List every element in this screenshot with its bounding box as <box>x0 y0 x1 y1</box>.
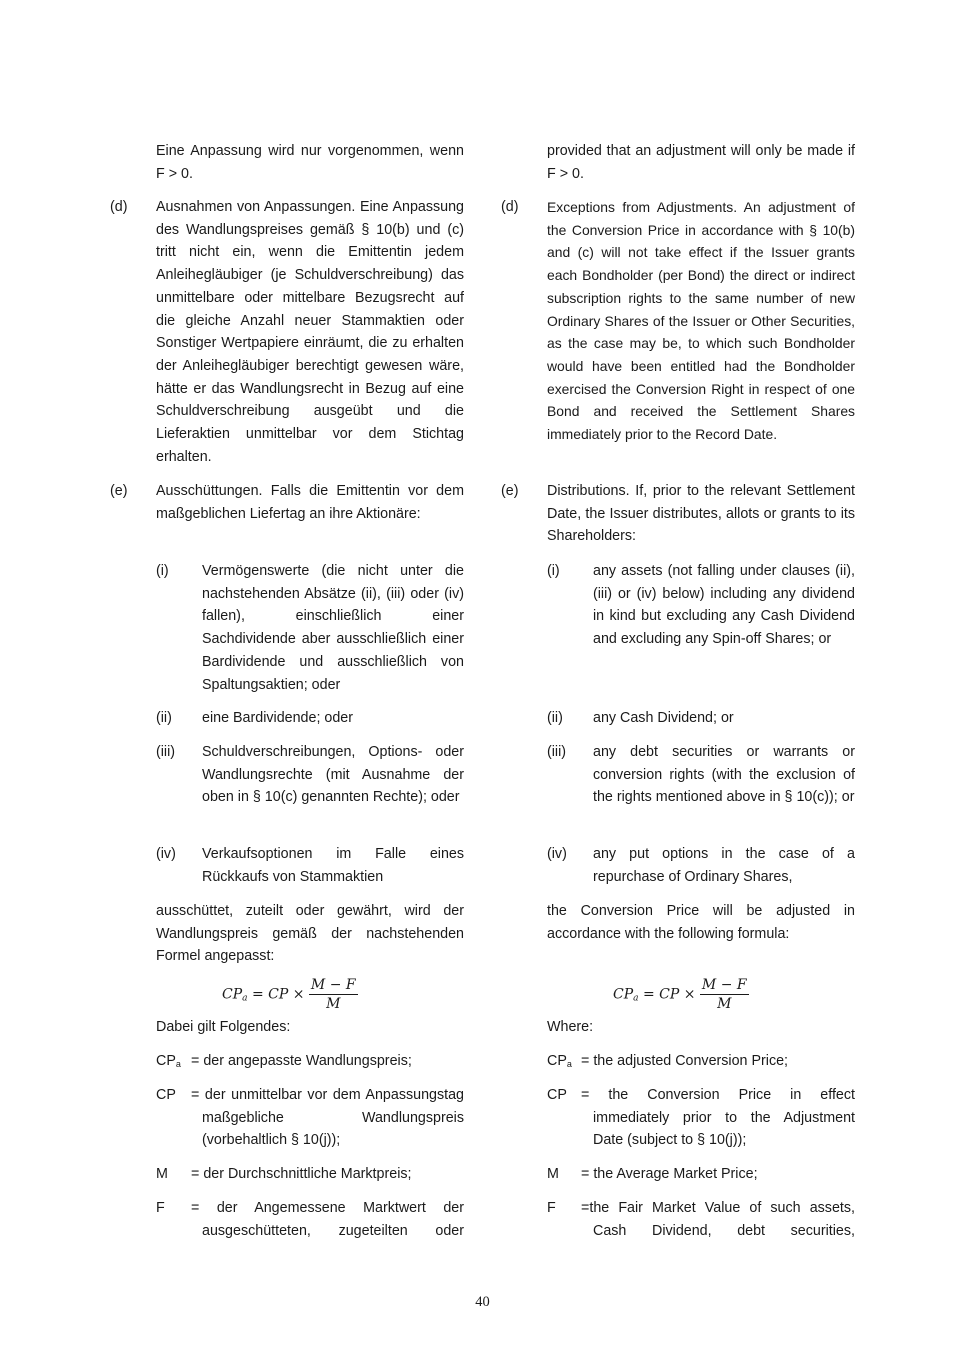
de-item-iii-label: (iii) <box>156 744 176 760</box>
de-after-text: ausschüttet, zuteilt oder gewährt, wird der Wandlungspreis gemäß der nachstehenden Formel angepasst: <box>156 903 464 965</box>
formula-lhs-sub: a <box>242 993 248 1004</box>
formula-numerator: M − F <box>310 977 356 993</box>
de-where: Dabei gilt Folgendes: <box>156 1019 291 1035</box>
en-intro: provided that an adjustment will only be made if F > 0. <box>547 143 855 182</box>
formula-lhs: CP <box>613 986 634 1003</box>
formula-rhs: = CP × <box>642 986 696 1003</box>
formula-fraction <box>309 976 358 1013</box>
en-item-ii-label: (ii) <box>547 710 563 726</box>
formula-denominator: M <box>326 996 341 1012</box>
de-item-ii-label: (ii) <box>156 710 172 726</box>
en-def-f-text: =the Fair Market Value of such assets, Cash Dividend, debt securities, <box>581 1200 855 1239</box>
de-def-cp-symbol: CP <box>156 1087 176 1103</box>
formula-numerator: M − F <box>701 977 747 993</box>
de-intro: Eine Anpassung wird nur vorgenommen, wenn F > 0. <box>156 143 464 182</box>
de-d-label: (d) <box>110 199 128 215</box>
en-item-iii-label: (iii) <box>547 744 567 760</box>
de-def-f-symbol: F <box>156 1200 165 1216</box>
en-after-text: the Conversion Price will be adjusted in accordance with the following formula: <box>547 903 855 942</box>
de-item-iv-text: Verkaufsoptionen im Falle eines Rückkaufs von Stammaktien <box>202 846 464 885</box>
en-item-ii-text: any Cash Dividend; or <box>593 710 734 726</box>
de-def-f-text: = der Angemessene Marktwert der ausgeschütteten, zugeteilten oder <box>191 1200 464 1239</box>
page-number: 40 <box>475 1294 490 1310</box>
de-formula <box>222 976 358 1013</box>
en-def-cpa-text: = the adjusted Conversion Price; <box>581 1053 789 1069</box>
en-item-iii-text: any debt securities or warrants or conversion rights (with the exclusion of the rights mentioned above in § 10(c)); or <box>593 744 855 806</box>
en-item-i-text: any assets (not falling under clauses (ii), (iii) or (iv) below) including any dividend in kind but excluding any Cash Dividend and excluding any Spin-off Shares; or <box>593 563 855 648</box>
de-e-text: Ausschüttungen. Falls die Emittentin vor dem maßgeblichen Liefertag an ihre Aktionäre: <box>156 483 464 522</box>
en-item-iv-text: any put options in the case of a repurchase of Ordinary Shares, <box>593 846 855 885</box>
de-item-iv-label: (iv) <box>156 846 176 862</box>
en-item-iv-label: (iv) <box>547 846 567 862</box>
de-def-cpa-text: = der angepasste Wandlungspreis; <box>191 1053 412 1069</box>
de-def-cp-text: = der unmittelbar vor dem Anpassungstag maßgebliche Wandlungspreis (vorbehaltlich § 10(j)); <box>191 1087 464 1149</box>
formula-rhs: = CP × <box>251 986 305 1003</box>
formula-fraction <box>700 976 749 1013</box>
de-item-i-text: Vermögenswerte (die nicht unter die nachstehenden Absätze (ii), (iii) oder (iv) fallen), einschließlich einer Sachdividende aber ausschließlich einer Bardividende und ausschließlich von Spaltungsaktien; oder <box>202 563 464 693</box>
en-def-m-text: = the Average Market Price; <box>581 1166 758 1182</box>
en-e-label: (e) <box>501 483 519 499</box>
de-d-text: Ausnahmen von Anpassungen. Eine Anpassung des Wandlungspreises gemäß § 10(b) und (c) tritt nicht ein, wenn die Emittentin jedem Anleihegläubiger (je Schuldverschreibung) das unmittelbare oder mittelbare Bezugsrecht auf die gleiche Anzahl neuer Stammaktien oder Sonstiger Wertpapiere einräumt, die zu erhalten der Anleihegläubiger berechtigt gewesen wäre, hätte er das Wandlungsrecht in Bezug auf eine Schuldverschreibung ausgeübt und die Lieferaktien unmittelbar vor dem Stichtag erhalten. <box>156 199 464 465</box>
formula-lhs: CP <box>222 986 243 1003</box>
en-e-text: Distributions. If, prior to the relevant Settlement Date, the Issuer distributes, allots or grants to its Shareholders: <box>547 483 855 545</box>
de-def-m-text: = der Durchschnittliche Marktpreis; <box>191 1166 412 1182</box>
de-item-iii-text: Schuldverschreibungen, Options- oder Wandlungsrechte (mit Ausnahme der oben in § 10(c) genannten Rechte); oder <box>202 744 464 806</box>
formula-lhs-sub: a <box>633 993 639 1004</box>
en-def-f-symbol: F <box>547 1200 556 1216</box>
en-d-label: (d) <box>501 199 519 215</box>
en-formula <box>613 976 749 1013</box>
de-e-label: (e) <box>110 483 128 499</box>
de-item-i-label: (i) <box>156 563 169 579</box>
en-d-text: Exceptions from Adjustments. An adjustment of the Conversion Price in accordance with § 10(b) and (c) will not take effect if the Issuer grants each Bondholder (per Bond) the direct or indirect subscription rights to the same number of new Ordinary Shares of the Issuer or Other Securities, as the case may be, to which such Bondholder would have been entitled had the Bondholder exercised the Conversion Right in respect of one Bond and received the Settlement Shares immediately prior to the Record Date. <box>547 199 855 443</box>
en-def-cp-text: = the Conversion Price in effect immediately prior to the Adjustment Date (subject to § 10(j)); <box>581 1087 855 1149</box>
en-where: Where: <box>547 1019 594 1035</box>
en-def-m-symbol: M <box>547 1166 559 1182</box>
en-item-i-label: (i) <box>547 563 560 579</box>
de-def-cpa-symbol: $CP_a$ <box>156 1053 181 1069</box>
en-def-cpa-symbol: $CP_a$ <box>547 1053 572 1069</box>
formula-denominator: M <box>717 996 732 1012</box>
de-item-ii-text: eine Bardividende; oder <box>202 710 354 726</box>
de-def-m-symbol: M <box>156 1166 168 1182</box>
en-def-cp-symbol: CP <box>547 1087 567 1103</box>
